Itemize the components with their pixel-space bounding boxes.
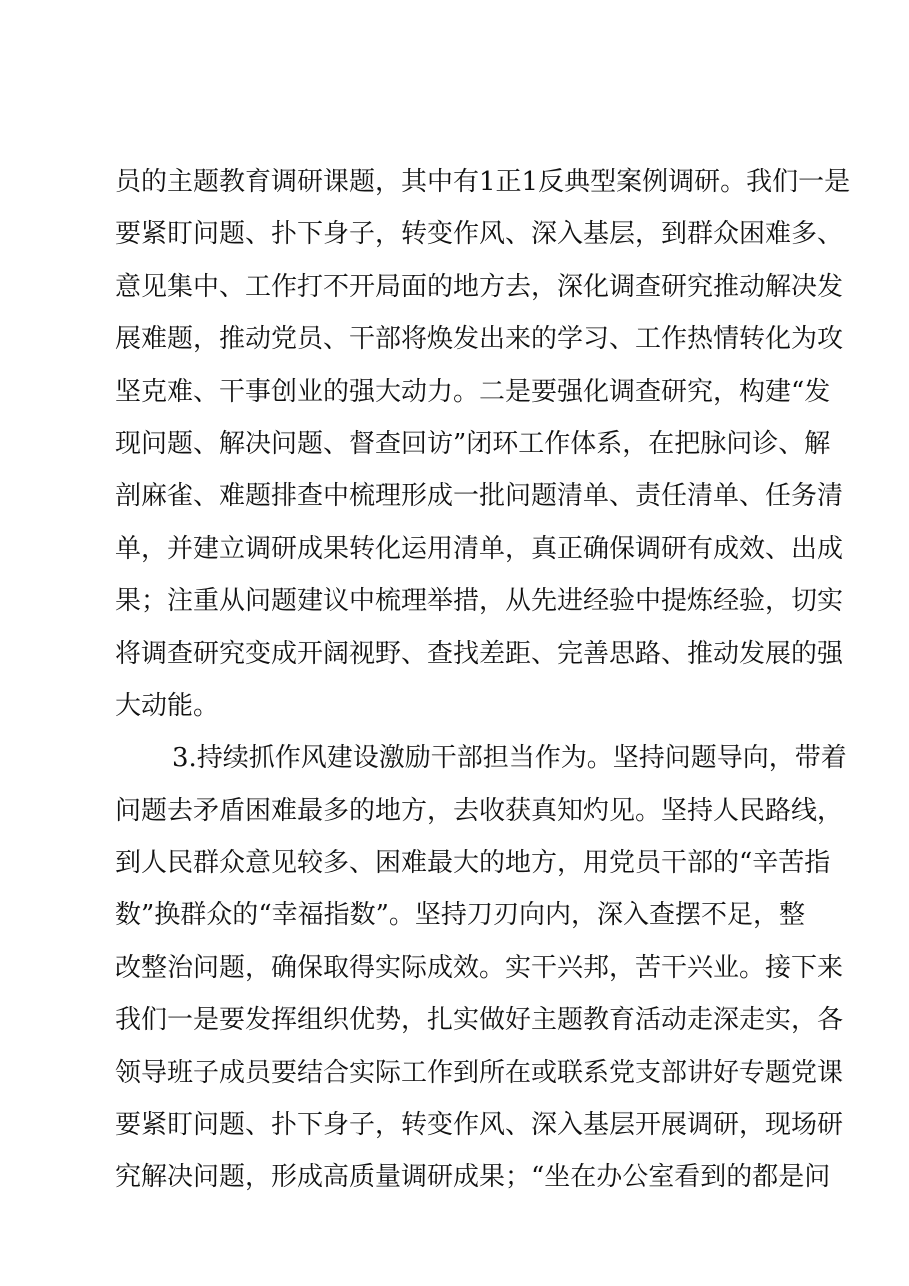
text-line: 改整治问题，确保取得实际成效。实干兴邦，苦干兴业。接下来: [115, 952, 844, 983]
text-line: 数”换群众的“幸福指数”。坚持刀刃向内，深入查摆不足，整: [115, 900, 805, 931]
text-line: 究解决问题，形成高质量调研成果；“坐在办公室看到的都是问: [115, 1162, 831, 1193]
body-text: [115, 156, 851, 1204]
text-line: 坚克难、干事创业的强大动力。二是要强化调查研究，构建“发: [115, 376, 831, 407]
text-line: 要紧盯问题、扑下身子，转变作风、深入基层开展调研，现场研: [115, 1110, 844, 1141]
text-line: 我们一是要发挥组织优势，扎实做好主题教育活动走深走实，各: [115, 1005, 844, 1036]
text-line: 意见集中、工作打不开局面的地方去，深化调查研究推动解决发: [115, 271, 844, 302]
text-line: 将调查研究变成开阔视野、查找差距、完善思路、推动发展的强: [115, 638, 844, 669]
text-line: 单，并建立调研成果转化运用清单，真正确保调研有成效、出成: [115, 533, 844, 564]
text-line: 到人民群众意见较多、困难最大的地方，用党员干部的“辛苦指: [115, 848, 831, 879]
text-line: 现问题、解决问题、督查回访”闭环工作体系，在把脉问诊、解: [115, 428, 831, 459]
text-line: 果；注重从问题建议中梳理举措，从先进经验中提炼经验，切实: [115, 586, 844, 617]
text-line: 要紧盯问题、扑下身子，转变作风、深入基层，到群众困难多、: [115, 219, 844, 250]
text-line: 问题去矛盾困难最多的地方，去收获真知灼见。坚持人民路线，: [115, 795, 844, 826]
text-line: 领导班子成员要结合实际工作到所在或联系党支部讲好专题党课: [115, 1057, 844, 1088]
text-line: 员的主题教育调研课题，其中有1正1反典型案例调研。我们一是: [115, 167, 851, 197]
text-line: 大动能。: [115, 690, 220, 721]
text-line: 剖麻雀、难题排查中梳理形成一批问题清单、责任清单、任务清: [115, 481, 844, 512]
section-heading-line: 3.持续抓作风建设激励干部担当作为。坚持问题导向，带着: [172, 743, 847, 774]
text-line: 展难题，推动党员、干部将焕发出来的学习、工作热情转化为攻: [115, 324, 844, 355]
